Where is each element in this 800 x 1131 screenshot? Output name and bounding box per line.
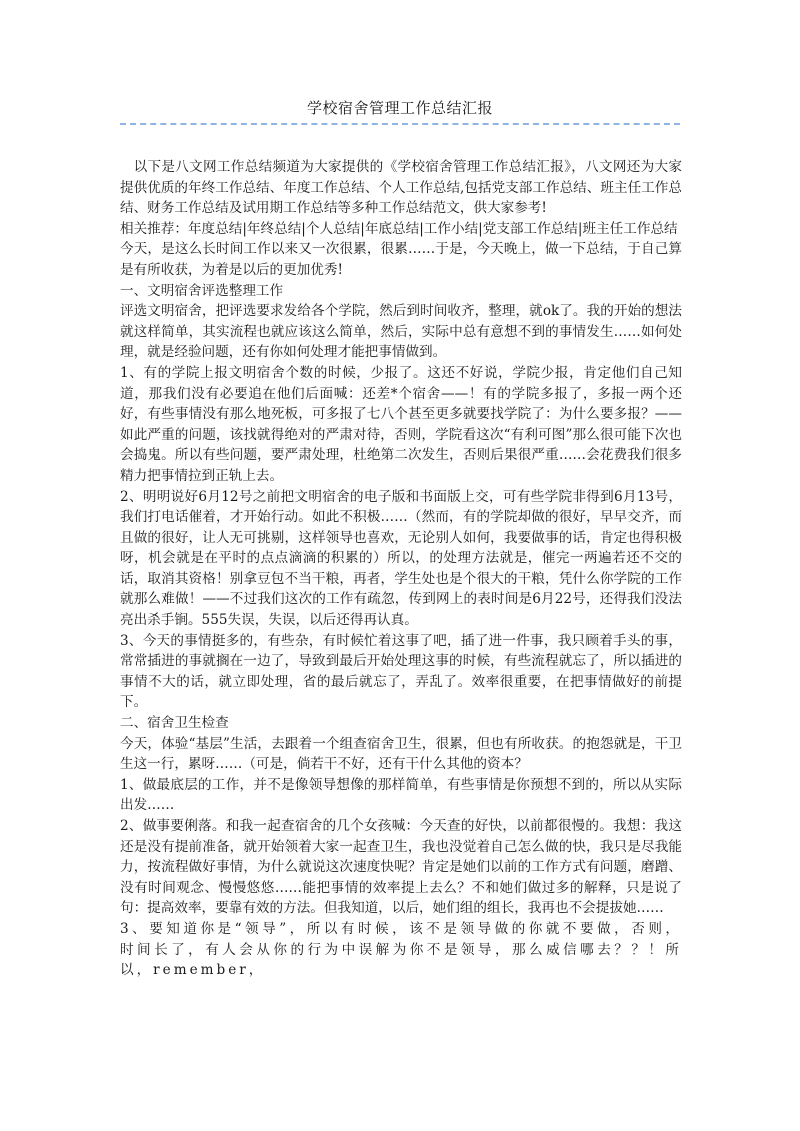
related-links-paragraph: 相关推荐：年度总结|年终总结|个人总结|年底总结|工作小结|党支部工作总结|班主任工作总结	[120, 220, 678, 237]
document-body	[120, 157, 682, 981]
section-1-paragraph: 评选文明宿舍，把评选要求发给各个学院，然后到时间收齐，整理，就ok了。我的开始的想法就这样简单，其实流程也就应该这么简单，然后，实际中总有意想不到的事情发生……如何处理，就是经验问题，还有你如何处理才能把事情做到。	[120, 303, 682, 361]
section-1-item-3: 3、今天的事情挺多的，有些杂，有时候忙着这事了吧，插了进一件事，我只顾着手头的事，常常插进的事就搁在一边了，导致到最后开始处理这事的时候，有些流程就忘了，所以插进的事情不大的话，就立即处理，省的最后就忘了，弄乱了。效率很重要，在把事情做好的前提下。	[120, 632, 682, 711]
section-heading-2: 二、宿舍卫生检查	[120, 715, 229, 732]
document-title: 学校宿舍管理工作总结汇报	[306, 99, 493, 117]
section-1-item-1: 1、有的学院上报文明宿舍个数的时候，少报了。这还不好说，学院少报，肯定他们自己知道，那我们没有必要追在他们后面喊：还差*个宿舍——！有的学院多报了，多报一两个还好，有些事情没有那么地死板，可多报了七八个甚至更多就要找学院了：为什么要多报？——如此严重的问题，该找就得绝对的严肃对待，否则，学院看这次“有利可图”那么很可能下次也会捣鬼。所以有些问题，要严肃处理，杜绝第二次发生，否则后果很严重……会花费我们很多精力把事情拉到正轨上去。	[120, 364, 682, 484]
section-2-item-1: 1、做最底层的工作，并不是像领导想像的那样简单，有些事情是你预想不到的，所以从实际出发……	[120, 776, 682, 814]
section-heading-1: 一、文明宿舍评选整理工作	[120, 282, 284, 299]
opening-paragraph: 今天，是这么长时间工作以来又一次很累，很累……于是，今天晚上，做一下总结，于自己算是有所收获，为着是以后的更加优秀!	[120, 241, 682, 278]
title-divider	[120, 123, 680, 125]
section-2-paragraph: 今天，体验“基层”生活，去跟着一个组查宿舍卫生，很累，但也有所收获。的抱怨就是，干卫生这一行，累呀……（可是，倘若干不好，还有干什么其他的资本？	[120, 735, 682, 773]
section-2-item-2: 2、做事要俐落。和我一起查宿舍的几个女孩喊：今天查的好快，以前都很慢的。我想：我这还是没有提前准备，就开始领着大家一起查卫生，我也没觉着自己怎么做的快，我只是尽我能力，按流程做好事情，为什么就说这次速度快呢？肯定是她们以前的工作方式有问题，磨蹭、没有时间观念、慢慢悠悠……能把事情的效率提上去么？不和她们做过多的解释，只是说了句：提高效率，要靠有效的方法。但我知道，以后，她们组的组长，我再也不会提拔她……	[120, 818, 682, 917]
section-1-item-2: 2、明明说好6月12号之前把文明宿舍的电子版和书面版上交，可有些学院非得到6月13号，我们打电话催着，才开始行动。如此不积极……（然而，有的学院却做的很好，早早交齐，而且做的很好，让人无可挑剔，这样领导也喜欢，无论别人如何，我要做事的话，肯定也得积极呀，机会就是在平时的点点滴滴的积累的）所以，的处理方法就是，催完一两遍若还不交的话，取消其资格！别拿豆包不当干粮，再者，学生处也是个很大的干粮，凭什么你学院的工作就那么难做！——不过我们这次的工作有疏忽，传到网上的表时间是6月22号，还得我们没法亮出杀手锏。555失误，失误，以后还得再认真。	[120, 488, 682, 629]
section-2-item-3: 3、要知道你是“领导”，所以有时候，该不是领导做的你就不要做，否则，时间长了，有人会从你的行为中误解为你不是领导，那么威信哪去？？！所以，remember，	[120, 920, 682, 979]
intro-paragraph: 以下是八文网工作总结频道为大家提供的《学校宿舍管理工作总结汇报》，八文网还为大家提供优质的年终工作总结、年度工作总结、个人工作总结,包括党支部工作总结、班主任工作总结、财务工作总结及试用期工作总结等多种工作总结范文，供大家参考!	[120, 159, 682, 217]
